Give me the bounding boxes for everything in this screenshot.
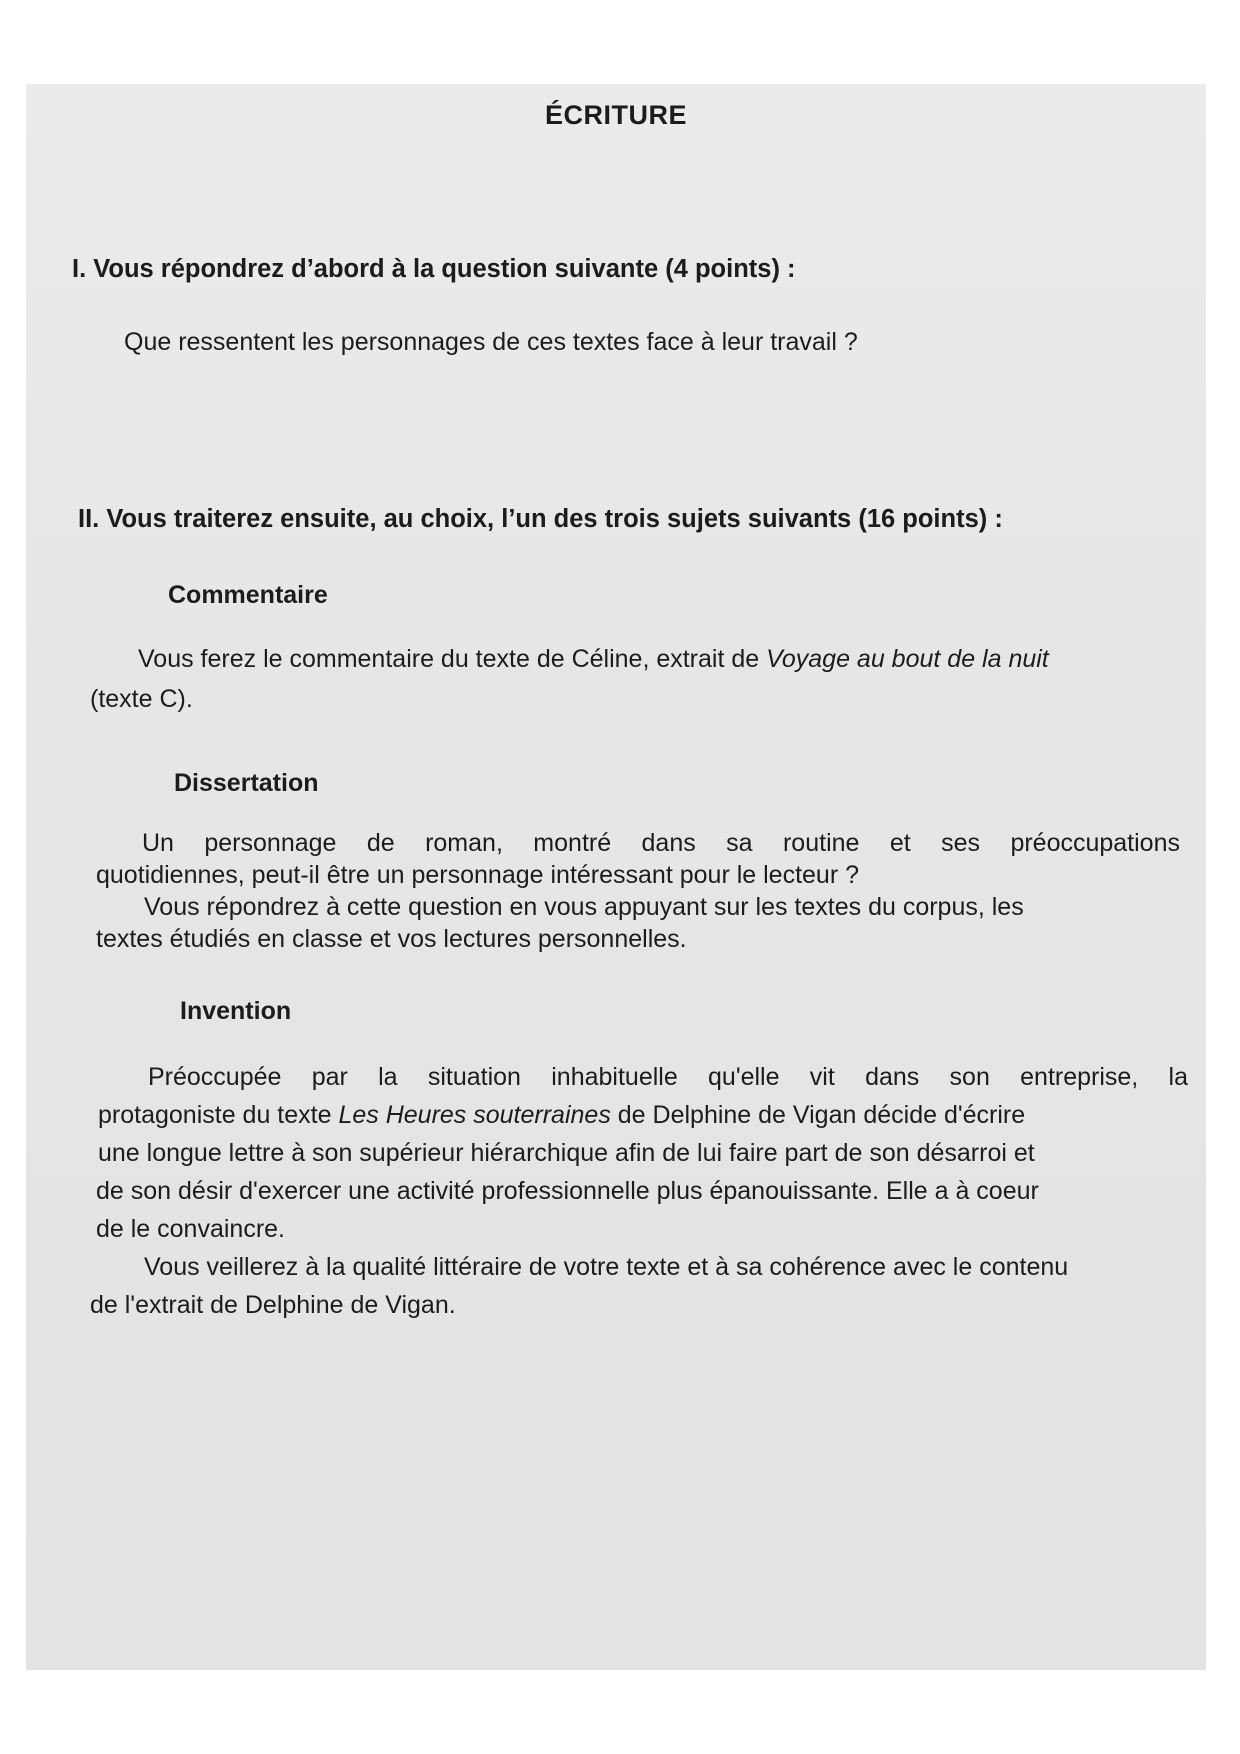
commentaire-title: Commentaire [168,581,328,609]
invention-line7: de l'extrait de Delphine de Vigan. [90,1291,456,1319]
invention-line3: une longue lettre à son supérieur hiérarchique afin de lui faire part de son désarroi et [98,1139,1035,1167]
dissertation-line2: quotidiennes, peut-il être un personnage intéressant pour le lecteur ? [96,861,860,889]
commentaire-line1-text: Vous ferez le commentaire du texte de Céline, extrait de [138,645,767,673]
commentaire-work-title: Voyage au bout de la nuit [766,645,1049,673]
invention-line5: de le convaincre. [96,1215,286,1243]
part2-heading: II. Vous traiterez ensuite, au choix, l’un des trois sujets suivants (16 points) : [78,505,1003,533]
invention-work-title: Les Heures souterraines [338,1101,611,1129]
dissertation-title: Dissertation [174,769,319,797]
invention-line2-text-b: de Delphine de Vigan décide d'écrire [610,1101,1026,1129]
part1-question: Que ressentent les personnages de ces textes face à leur travail ? [124,328,858,356]
commentaire-line2: (texte C). [90,685,193,713]
invention-line6: Vous veillerez à la qualité littéraire de votre texte et à sa cohérence avec le contenu [144,1253,1069,1281]
invention-line4: de son désir d'exercer une activité professionnelle plus épanouissante. Elle a à coeur [96,1177,1039,1205]
invention-line2 [98,1100,1025,1130]
dissertation-line1: Un personnage de roman, montré dans sa routine et ses préoccupations [142,829,1180,857]
part1-heading: I. Vous répondrez d’abord à la question suivante (4 points) : [72,255,796,283]
dissertation-line3: Vous répondrez à cette question en vous appuyant sur les textes du corpus, les [144,893,1024,921]
dissertation-line4: textes étudiés en classe et vos lectures personnelles. [96,925,687,953]
invention-line2-text-a: protagoniste du texte [98,1101,339,1129]
exam-page [26,84,1206,1670]
page-title: ÉCRITURE [544,100,687,130]
invention-line1: Préoccupée par la situation inhabituelle qu'elle vit dans son entreprise, la [148,1063,1188,1091]
commentaire-line1 [138,644,1049,674]
invention-title: Invention [180,997,292,1025]
